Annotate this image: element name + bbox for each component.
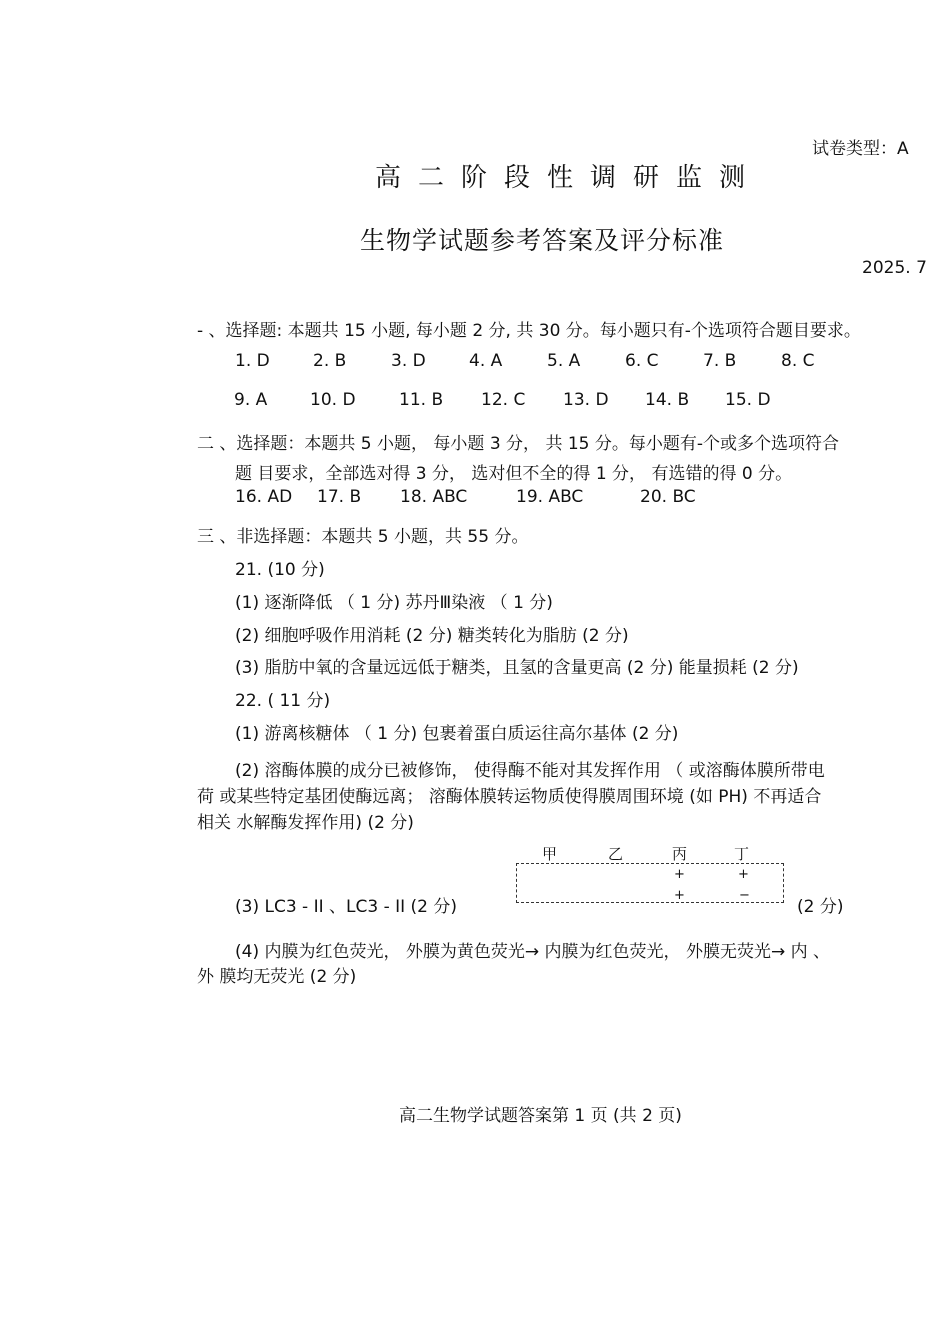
section1-answers-row2 bbox=[234, 390, 771, 410]
answer-item: 2. B bbox=[313, 351, 347, 371]
page-subtitle: 生物学试题参考答案及评分标准 bbox=[360, 226, 725, 255]
q22-part2-line3: 相关 水解酶发挥作用) (2 分) bbox=[197, 813, 414, 833]
q22-label: 22. ( 11 分) bbox=[235, 691, 331, 711]
label-ding: 丁 bbox=[734, 845, 750, 863]
answer-item: 16. AD bbox=[235, 487, 293, 507]
q22-part3-text: (3) LC3 - II 、LC3 - II (2 分) bbox=[235, 897, 458, 917]
answer-item: 19. ABC bbox=[516, 487, 584, 507]
answer-item: 9. A bbox=[234, 390, 268, 410]
label-yi: 乙 bbox=[608, 845, 624, 863]
answer-item: 20. BC bbox=[640, 487, 696, 507]
section3-heading: 三 、非选择题：本题共 5 小题，共 55 分。 bbox=[197, 527, 529, 547]
charge-sign: + bbox=[674, 867, 685, 882]
q21-part2: (2) 细胞呼吸作用消耗 (2 分) 糖类转化为脂肪 (2 分) bbox=[235, 626, 629, 646]
answer-item: 7. B bbox=[703, 351, 737, 371]
answer-item: 1. D bbox=[235, 351, 270, 371]
answer-item: 17. B bbox=[317, 487, 362, 507]
section2-answers bbox=[235, 487, 696, 507]
answer-item: 15. D bbox=[725, 390, 771, 410]
q22-part2-line2: 荷 或某些特定基团使酶远离； 溶酶体膜转运物质使得膜周围环境 (如 PH) 不再适合 bbox=[197, 787, 822, 807]
label-bing: 丙 bbox=[672, 845, 688, 863]
label-jia: 甲 bbox=[542, 845, 558, 863]
page-footer: 高二生物学试题答案第 1 页 (共 2 页) bbox=[399, 1106, 682, 1126]
section1-heading: - 、选择题: 本题共 15 小题, 每小题 2 分, 共 30 分。每小题只有-个选项符合题目要求。 bbox=[197, 321, 861, 341]
q21-part3: (3) 脂肪中氧的含量远远低于糖类，且氢的含量更高 (2 分) 能量损耗 (2 分) bbox=[235, 658, 799, 678]
section1-answers-row1 bbox=[235, 351, 815, 371]
q22-part2-line1: (2) 溶酶体膜的成分已被修饰， 使得酶不能对其发挥作用 （ 或溶酶体膜所带电 bbox=[235, 761, 825, 781]
section2-heading-line2: 题 目要求，全部选对得 3 分， 选对但不全的得 1 分， 有选错的得 0 分。 bbox=[235, 464, 793, 484]
charge-sign: + bbox=[738, 867, 749, 882]
membrane-charge-diagram bbox=[512, 845, 788, 911]
charge-sign: − bbox=[739, 888, 750, 903]
q21-part1: (1) 逐渐降低 （ 1 分) 苏丹Ⅲ染液 （ 1 分) bbox=[235, 593, 553, 613]
answer-item: 5. A bbox=[547, 351, 581, 371]
paper-type: 试卷类型：A bbox=[812, 139, 909, 159]
answer-item: 11. B bbox=[399, 390, 444, 410]
answer-item: 8. C bbox=[781, 351, 815, 371]
q22-part4-line2: 外 膜均无荧光 (2 分) bbox=[197, 967, 357, 987]
answer-item: 6. C bbox=[625, 351, 659, 371]
section2-heading-line1: 二 、选择题：本题共 5 小题， 每小题 3 分， 共 15 分。每小题有-个或多个选项符合 bbox=[197, 434, 840, 454]
answer-item: 18. ABC bbox=[400, 487, 468, 507]
charge-sign: + bbox=[674, 888, 685, 903]
page-title: 高二阶段性调研监测 bbox=[375, 163, 763, 193]
q22-part1: (1) 游离核糖体 （ 1 分) 包裹着蛋白质运往高尔基体 (2 分) bbox=[235, 724, 679, 744]
answer-item: 4. A bbox=[469, 351, 503, 371]
answer-item: 13. D bbox=[563, 390, 609, 410]
answer-item: 3. D bbox=[391, 351, 426, 371]
answer-item: 10. D bbox=[310, 390, 356, 410]
q21-label: 21. (10 分) bbox=[235, 560, 325, 580]
q22-part3-score: (2 分) bbox=[797, 897, 844, 917]
document-date: 2025. 7 bbox=[862, 258, 927, 278]
answer-item: 12. C bbox=[481, 390, 526, 410]
answer-item: 14. B bbox=[645, 390, 690, 410]
q22-part4-line1: (4) 内膜为红色荧光， 外膜为黄色荧光→ 内膜为红色荧光， 外膜无荧光→ 内 、 bbox=[235, 942, 830, 962]
